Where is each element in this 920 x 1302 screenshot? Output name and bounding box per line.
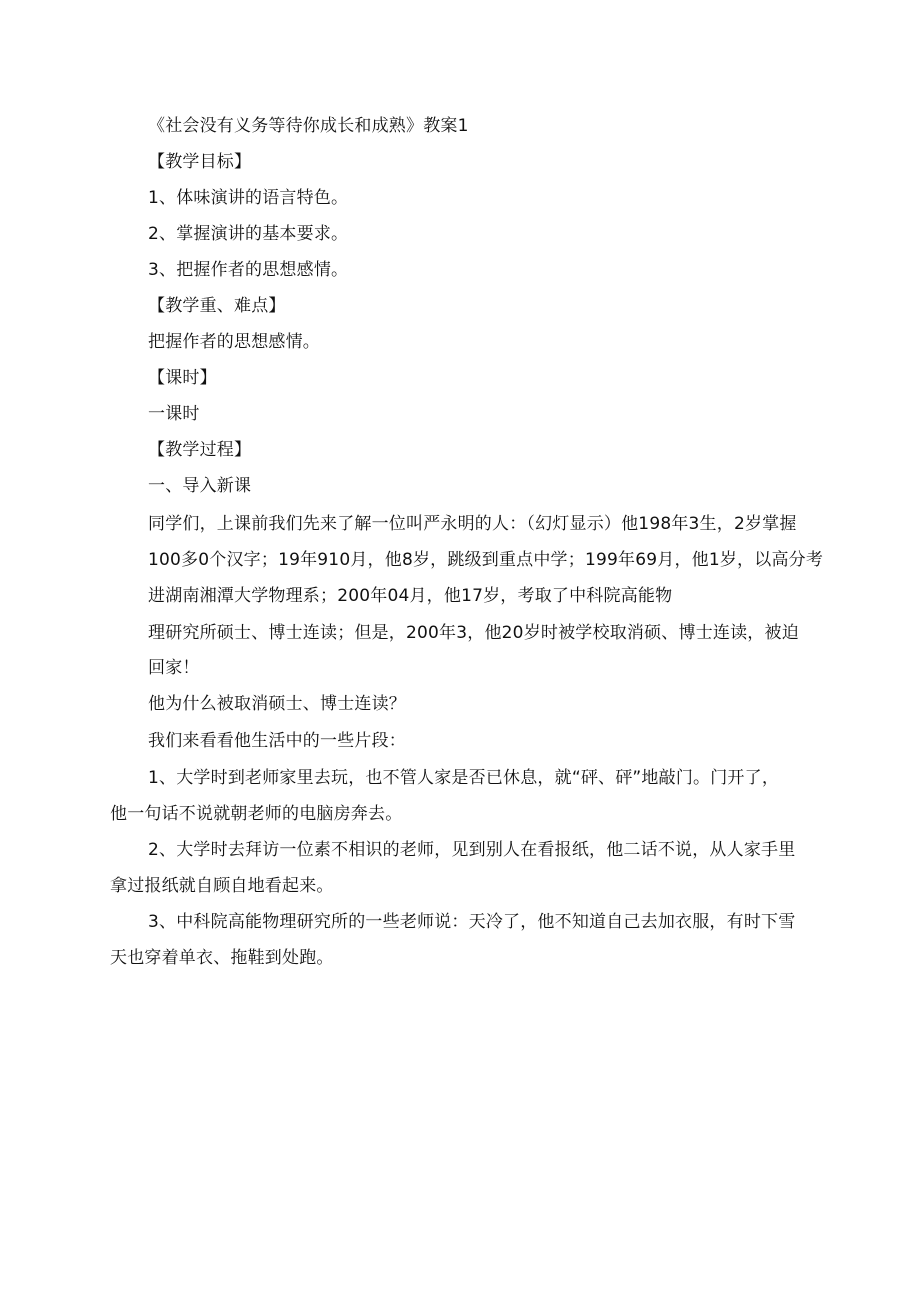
section-heading-class-hours: 【课时】 (148, 368, 217, 388)
section-heading-process: 【教学过程】 (148, 440, 252, 460)
intro-line: 我们来看看他生活中的一些片段： (148, 731, 406, 751)
anecdote-3-line: 天也穿着单衣、拖鞋到处跑。 (110, 948, 334, 968)
process-step-intro: 一、导入新课 (148, 476, 252, 496)
paragraph-line: 同学们，上课前我们先来了解一位叫严永明的人：（幻灯显示）他198年3生，2岁掌握 (148, 514, 797, 534)
paragraph-line: 理研究所硕士、博士连读；但是，200年3，他20岁时被学校取消硕、博士连读，被迫 (148, 623, 799, 643)
objective-item-2: 2、掌握演讲的基本要求。 (148, 224, 349, 244)
paragraph-line: 100多0个汉字；19年910月，他8岁，跳级到重点中学；199年69月，他1岁，以高分考 (148, 550, 824, 570)
anecdote-1-line: 他一句话不说就朝老师的电脑房奔去。 (110, 804, 403, 824)
key-points-text: 把握作者的思想感情。 (148, 332, 320, 352)
objective-item-3: 3、把握作者的思想感情。 (148, 260, 349, 280)
section-heading-key-points: 【教学重、难点】 (148, 296, 286, 316)
paragraph-line: 回家！ (148, 658, 200, 678)
anecdote-3-line: 3、中科院高能物理研究所的一些老师说：天冷了，他不知道自己去加衣服，有时下雪 (148, 912, 796, 932)
section-heading-objectives: 【教学目标】 (148, 152, 252, 172)
anecdote-1-line: 1、大学时到老师家里去玩，也不管人家是否已休息，就“砰、砰”地敲门。门开了， (148, 768, 780, 788)
objective-item-1: 1、体味演讲的语言特色。 (148, 188, 349, 208)
question-line: 他为什么被取消硕士、博士连读？ (148, 694, 406, 714)
anecdote-2-line: 拿过报纸就自顾自地看起来。 (110, 876, 334, 896)
paragraph-line: 进湖南湘潭大学物理系；200年04月，他17岁，考取了中科院高能物 (148, 586, 673, 606)
class-hours-text: 一课时 (148, 404, 200, 424)
document-title: 《社会没有义务等待你成长和成熟》教案1 (148, 116, 469, 136)
anecdote-2-line: 2、大学时去拜访一位素不相识的老师，见到别人在看报纸，他二话不说，从人家手里 (148, 840, 796, 860)
